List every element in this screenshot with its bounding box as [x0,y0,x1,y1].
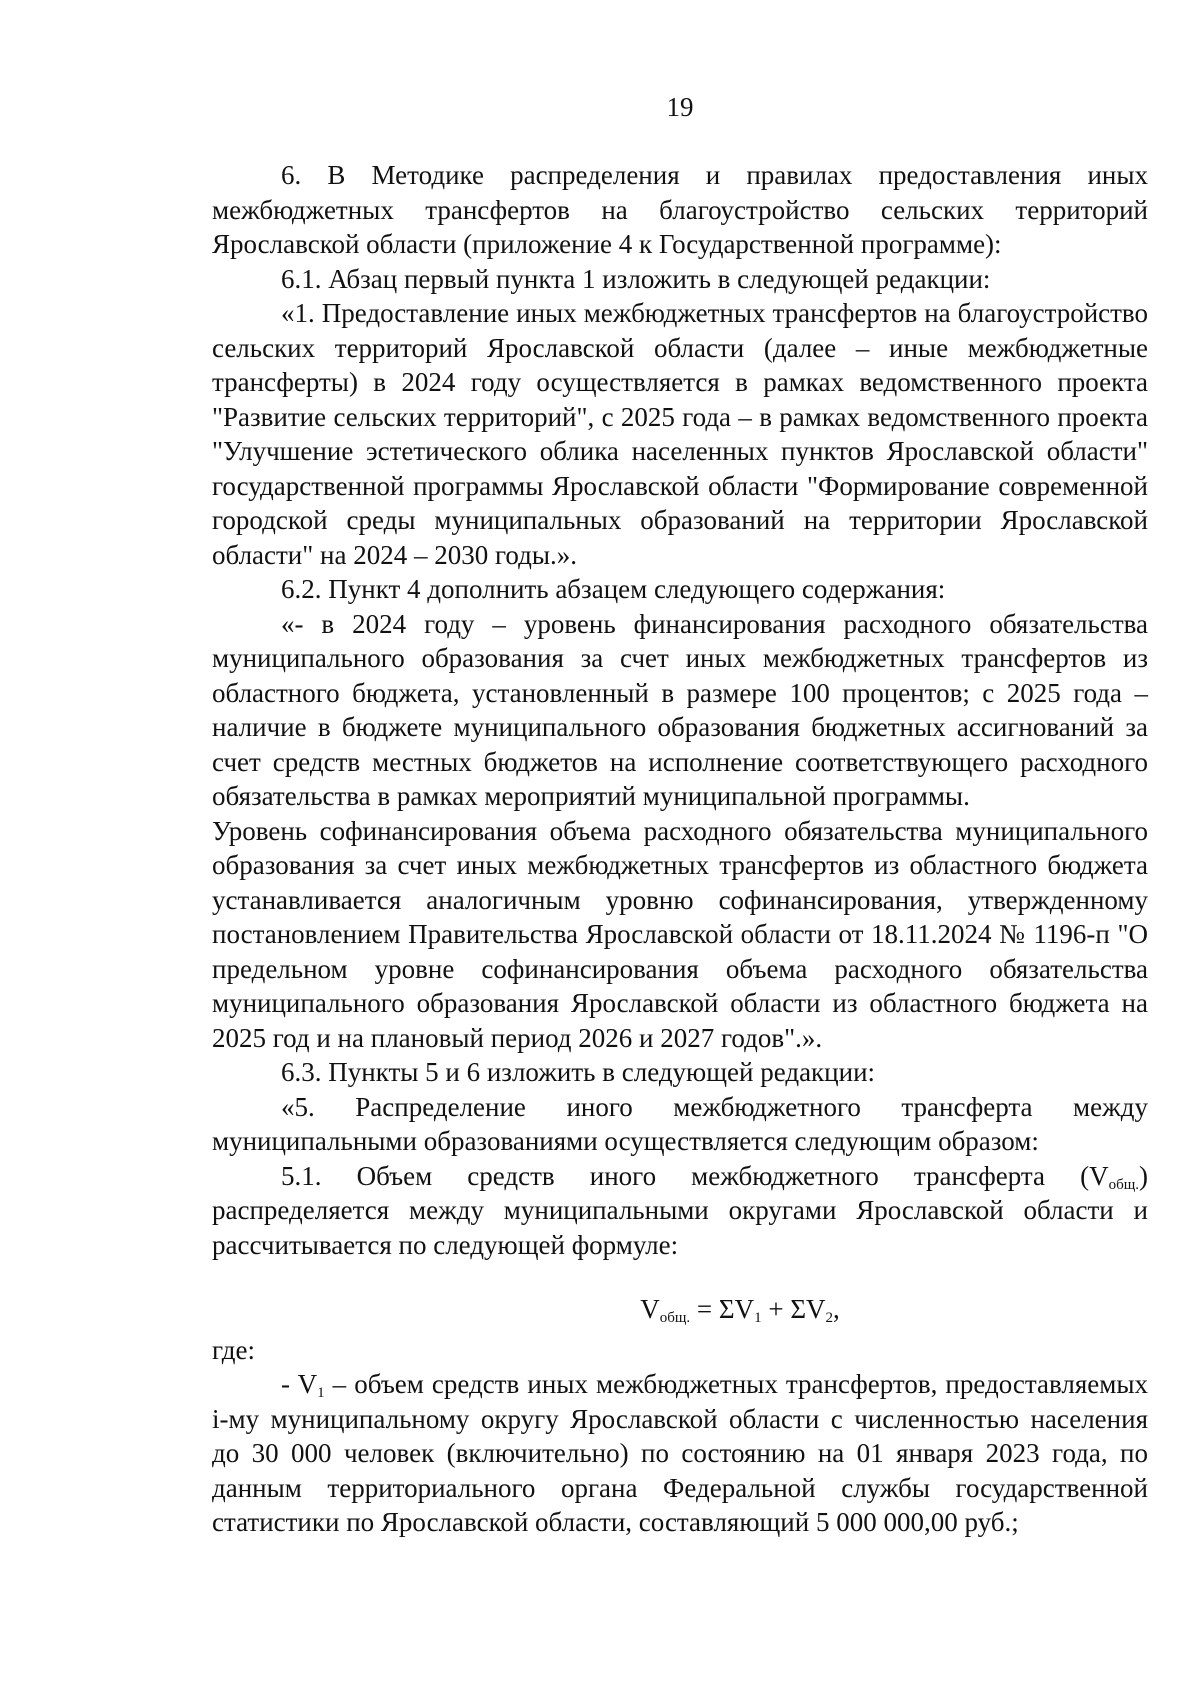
formula-end: , [833,1294,840,1324]
page-number: 19 [666,92,694,122]
formula [212,1292,1148,1327]
formula-mid: = ΣV [690,1294,755,1324]
def-v1-subscript: 1 [317,1385,325,1401]
formula-sub-1: 1 [754,1310,762,1326]
paragraph-6-3: 6.3. Пункты 5 и 6 изложить в следующей редакции: [281,1057,876,1087]
where-label: где: [212,1334,255,1365]
paragraph-quote-5: «5. Распределение иного межбюджетного трансферта между муниципальными образованиями осуществляется следующим образом: [212,1091,1148,1156]
paragraph-5-1 [212,1159,1148,1263]
paragraph-quote-1: «1. Предоставление иных межбюджетных трансфертов на благоустройство сельских территорий Ярославской области (далее – иные межбюджетные трансферты) в 2024 году осуществляется в рамках ведомственного проекта "Развитие сельских территорий", с 2025 года – в рамках ведомственного проекта "Улучшение эстетического облика населенных пунктов Ярославской области" государственной программы Ярославской области "Формирование современной городской среды муниципальных образований на территории Ярославской области" на 2024 – 2030 годы.». [212,298,1148,570]
formula-sub-total: общ. [659,1310,691,1326]
paragraph-6-1: 6.1. Абзац первый пункта 1 изложить в следующей редакции: [281,263,991,294]
paragraph-6: 6. В Методике распределения и правилах предоставления иных межбюджетных трансфертов на благоустройство сельских территорий Ярославской области (приложение 4 к Государственной программе): [212,160,1148,259]
p51-text-a: 5.1. Объем средств иного межбюджетного трансферта (V [281,1160,1109,1191]
paragraph-quote-4: «- в 2024 году – уровень финансирования расходного обязательства муниципального образования за счет иных межбюджетных трансфертов из областного бюджета, установленный в размере 100 процентов; с 2025 года – наличие в бюджете муниципального образования бюджетных ассигнований за счет средств местных бюджетов на исполнение соответствующего расходного обязательства в рамках мероприятий муниципальной программы. [212,608,1148,811]
p51-subscript: общ. [1108,1176,1139,1193]
formula-sub-2: 2 [825,1310,834,1326]
p51-text-b: ) распределяется между муниципальными округами Ярославской области и рассчитывается по следующей формуле: [212,1160,1148,1260]
formula-v: V [640,1294,660,1324]
paragraph-6-2: 6.2. Пункт 4 дополнить абзацем следующего содержания: [281,574,946,604]
definition-v1 [212,1367,1148,1540]
def-v1-prefix: - V [281,1369,318,1399]
paragraph-cofinancing: Уровень софинансирования объема расходного обязательства муниципального образования за счет иных межбюджетных трансфертов из областного бюджета устанавливается аналогичным уровню софинансирования, утвержденному постановлением Правительства Ярославской области от 18.11.2024 № 1196-п "О предельном уровне софинансирования объема расходного обязательства муниципального образования Ярославской области из областного бюджета на 2025 год и на плановый период 2026 и 2027 годов".». [212,815,1148,1053]
document-body [212,158,1148,1540]
def-v1-text: – объем средств иных межбюджетных трансфертов, предоставляемых i-му муниципальному округу Ярославской области с численностью населения до 30 000 человек (включительно) по состоянию на 01 января 2023 года, по данным территориального органа Федеральной службы государственной статистики по Ярославской области, составляющий 5 000 000,00 руб.; [212,1369,1148,1537]
formula-plus: + ΣV [761,1294,826,1324]
